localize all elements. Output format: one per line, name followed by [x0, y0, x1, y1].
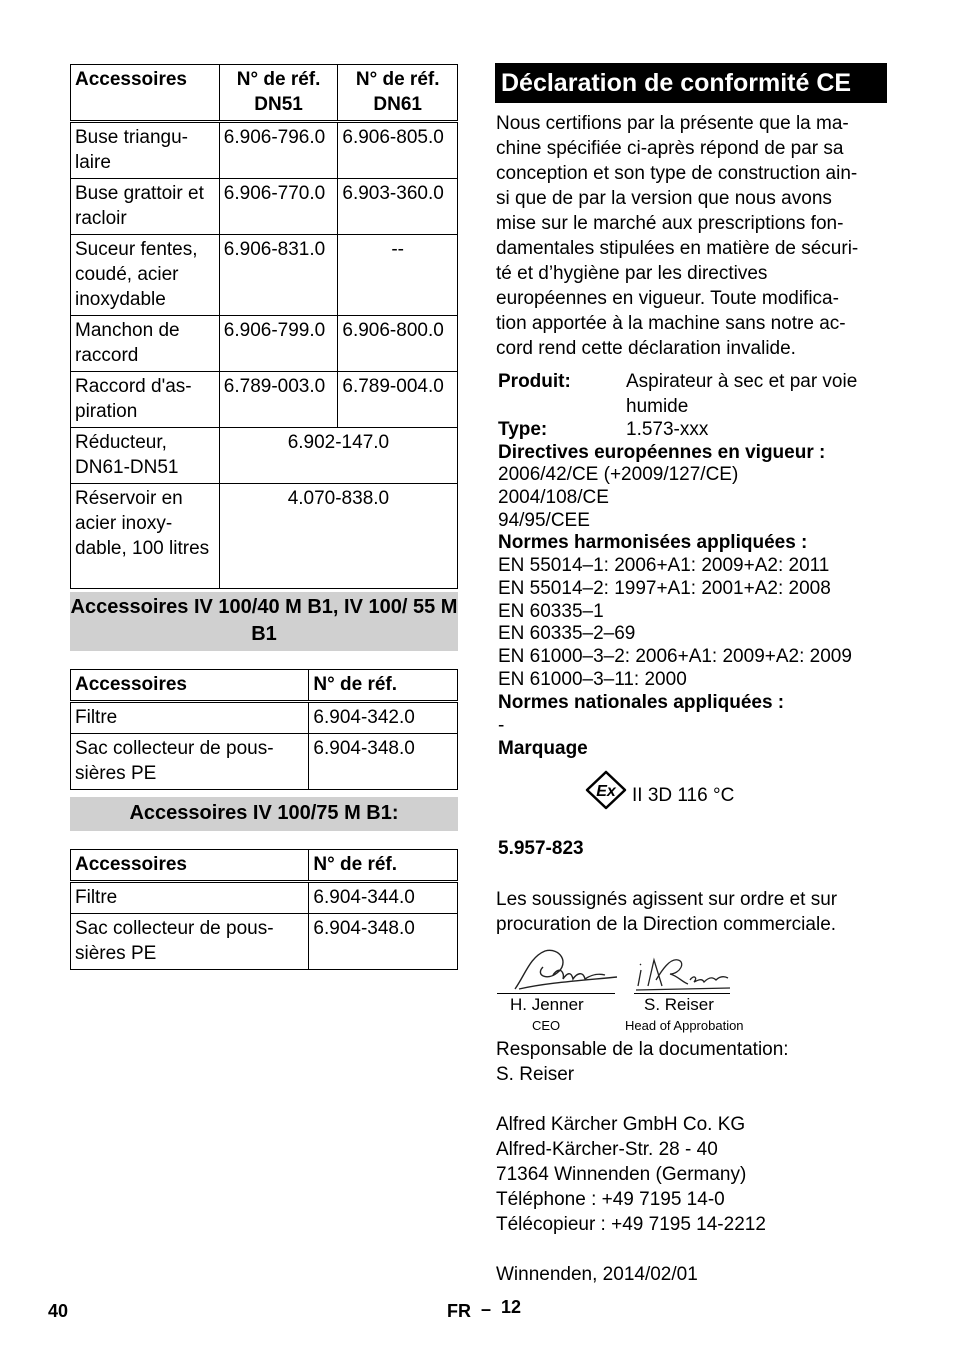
national-norms-value: -: [498, 715, 505, 736]
ref-shared: 6.902-147.0: [219, 428, 457, 484]
ref-dn61: 6.789-004.0: [338, 372, 458, 428]
intro-line: européennes en vigueur. Toute modifica-: [496, 288, 839, 309]
page-number: 40: [48, 1301, 69, 1321]
ref-dn61: 6.903-360.0: [338, 179, 458, 235]
accessory-name: Manchon de raccord: [71, 316, 220, 372]
product-value: Aspirateur à sec et par voie: [626, 371, 858, 392]
responsible-label: Responsable de la documentation:: [496, 1039, 789, 1060]
signer-2-title: Head of Approbation: [625, 1018, 744, 1033]
accessory-name: Réducteur, DN61-DN51: [71, 428, 220, 484]
norm-item: EN 60335–2–69: [498, 623, 636, 644]
table-row: [71, 316, 458, 372]
directive-item: 94/95/CEE: [498, 510, 590, 531]
ref-number: 6.904-348.0: [309, 914, 458, 970]
norm-item: EN 61000–3–2: 2006+A1: 2009+A2: 2009: [498, 646, 852, 667]
place-date: Winnenden, 2014/02/01: [496, 1264, 698, 1285]
accessory-name: Filtre: [71, 702, 309, 734]
declaration-heading: Déclaration de conformité CE: [495, 63, 887, 103]
accessory-name: Buse grattoir et racloir: [71, 179, 220, 235]
ref-dn51: 6.906-770.0: [219, 179, 338, 235]
col-header-accessories: Accessoires: [71, 850, 309, 882]
table-row: [71, 914, 458, 970]
footer-language: FR: [447, 1301, 471, 1321]
ref-number: 6.904-342.0: [309, 702, 458, 734]
norm-item: EN 55014–2: 1997+A1: 2001+A2: 2008: [498, 578, 831, 599]
signer-1-name: H. Jenner: [510, 995, 584, 1014]
table-row: [71, 235, 458, 316]
col-header-ref: N° de réf.: [309, 850, 458, 882]
col-header-ref: N° de réf.: [309, 670, 458, 702]
ref-shared: 4.070-838.0: [219, 484, 457, 589]
address-line: Alfred-Kärcher-Str. 28 - 40: [496, 1139, 718, 1160]
accessories-table-2: [70, 669, 458, 790]
type-value: 1.573-xxx: [626, 419, 709, 440]
ref-dn61: 6.906-800.0: [338, 316, 458, 372]
intro-line: Nous certifions par la présente que la ma-: [496, 113, 849, 134]
ex-atex-icon: [585, 770, 627, 810]
directives-label: Directives européennes en vigueur :: [498, 442, 826, 463]
intro-line: chine spécifiée ci-après répond de par sa: [496, 138, 844, 159]
intro-line: damentales stipulées en matière de sécuri-: [496, 238, 859, 259]
signer-1-title: CEO: [532, 1018, 561, 1033]
signature-reiser: [632, 950, 732, 994]
table-row: [71, 484, 458, 589]
col-header-dn51: N° de réf. DN51: [219, 65, 338, 122]
norm-item: EN 55014–1: 2006+A1: 2009+A2: 2011: [498, 555, 830, 576]
address-line: Télécopieur : +49 7195 14-2212: [496, 1214, 766, 1235]
declaration-intro: [496, 111, 888, 361]
ref-dn61: 6.906-805.0: [338, 122, 458, 179]
intro-line: cord rend cette déclaration invalide.: [496, 338, 796, 359]
marking-label: Marquage: [498, 738, 588, 759]
accessory-name: Filtre: [71, 882, 309, 914]
product-label: Produit:: [498, 371, 571, 392]
table-header-row: [71, 65, 458, 122]
marking-value: II 3D 116 °C: [632, 785, 735, 806]
ref-dn61: --: [338, 235, 458, 316]
table-header-row: [71, 670, 458, 702]
address-line: Téléphone : +49 7195 14-0: [496, 1189, 725, 1210]
table-row: [71, 702, 458, 734]
ref-number: 6.904-344.0: [309, 882, 458, 914]
ref-dn51: 6.789-003.0: [219, 372, 338, 428]
signature-jenner: [505, 945, 620, 995]
col-header-dn61: N° de réf. DN61: [338, 65, 458, 122]
type-label: Type:: [498, 419, 548, 440]
table-row: [71, 122, 458, 179]
ref-dn51: 6.906-831.0: [219, 235, 338, 316]
national-norms-label: Normes nationales appliquées :: [498, 692, 785, 713]
section-heading-iv-100-75: Accessoires IV 100/75 M B1:: [70, 797, 458, 831]
ref-dn51: 6.906-796.0: [219, 122, 338, 179]
table-row: [71, 179, 458, 235]
address-line: Alfred Kärcher GmbH Co. KG: [496, 1114, 746, 1135]
directive-item: 2006/42/CE (+2009/127/CE): [498, 464, 739, 485]
footer-dash: –: [481, 1299, 492, 1319]
norm-item: EN 61000–3–11: 2000: [498, 669, 687, 690]
intro-line: conception et son type de construction ain-: [496, 163, 858, 184]
intro-line: si que de par la version que nous avons: [496, 188, 832, 209]
product-value-cont: humide: [626, 396, 689, 417]
accessory-name: Sac collecteur de pous-sières PE: [71, 734, 309, 790]
signatories-text-1: Les soussignés agissent sur ordre et sur: [496, 889, 838, 910]
intro-line: té et d’hygiène par les directives: [496, 263, 768, 284]
norm-item: EN 60335–1: [498, 601, 604, 622]
accessory-name: Raccord d'as-piration: [71, 372, 220, 428]
col-header-accessories: Accessoires: [71, 670, 309, 702]
intro-line: tion apportée à la machine sans notre ac-: [496, 313, 846, 334]
table-row: [71, 372, 458, 428]
section-heading-iv-100-40: Accessoires IV 100/40 M B1, IV 100/ 55 M B1: [70, 592, 458, 651]
table-row: [71, 882, 458, 914]
ex-symbol-text: Ex: [596, 783, 616, 800]
footer-subpage: 12: [501, 1297, 522, 1317]
table-header-row: [71, 850, 458, 882]
accessories-table-3: [70, 849, 458, 970]
ref-number: 6.904-348.0: [309, 734, 458, 790]
ref-dn51: 6.906-799.0: [219, 316, 338, 372]
accessory-name: Buse triangu-laire: [71, 122, 220, 179]
accessory-name: Sac collecteur de pous-sières PE: [71, 914, 309, 970]
signatories-text-2: procuration de la Direction commerciale.: [496, 914, 837, 935]
responsible-name: S. Reiser: [496, 1064, 575, 1085]
norms-label: Normes harmonisées appliquées :: [498, 532, 808, 553]
accessories-table-1: [70, 64, 458, 589]
signer-2-name: S. Reiser: [644, 995, 714, 1014]
address-line: 71364 Winnenden (Germany): [496, 1164, 747, 1185]
accessory-name: Suceur fentes, coudé, acier inoxydable: [71, 235, 220, 316]
directive-item: 2004/108/CE: [498, 487, 609, 508]
col-header-accessories: Accessoires: [71, 65, 220, 122]
table-row: [71, 734, 458, 790]
accessory-name: Réservoir en acier inoxy-dable, 100 litres: [71, 484, 220, 589]
intro-line: mise sur le marché aux prescriptions fon-: [496, 213, 844, 234]
document-number: 5.957-823: [498, 838, 584, 859]
table-row: [71, 428, 458, 484]
